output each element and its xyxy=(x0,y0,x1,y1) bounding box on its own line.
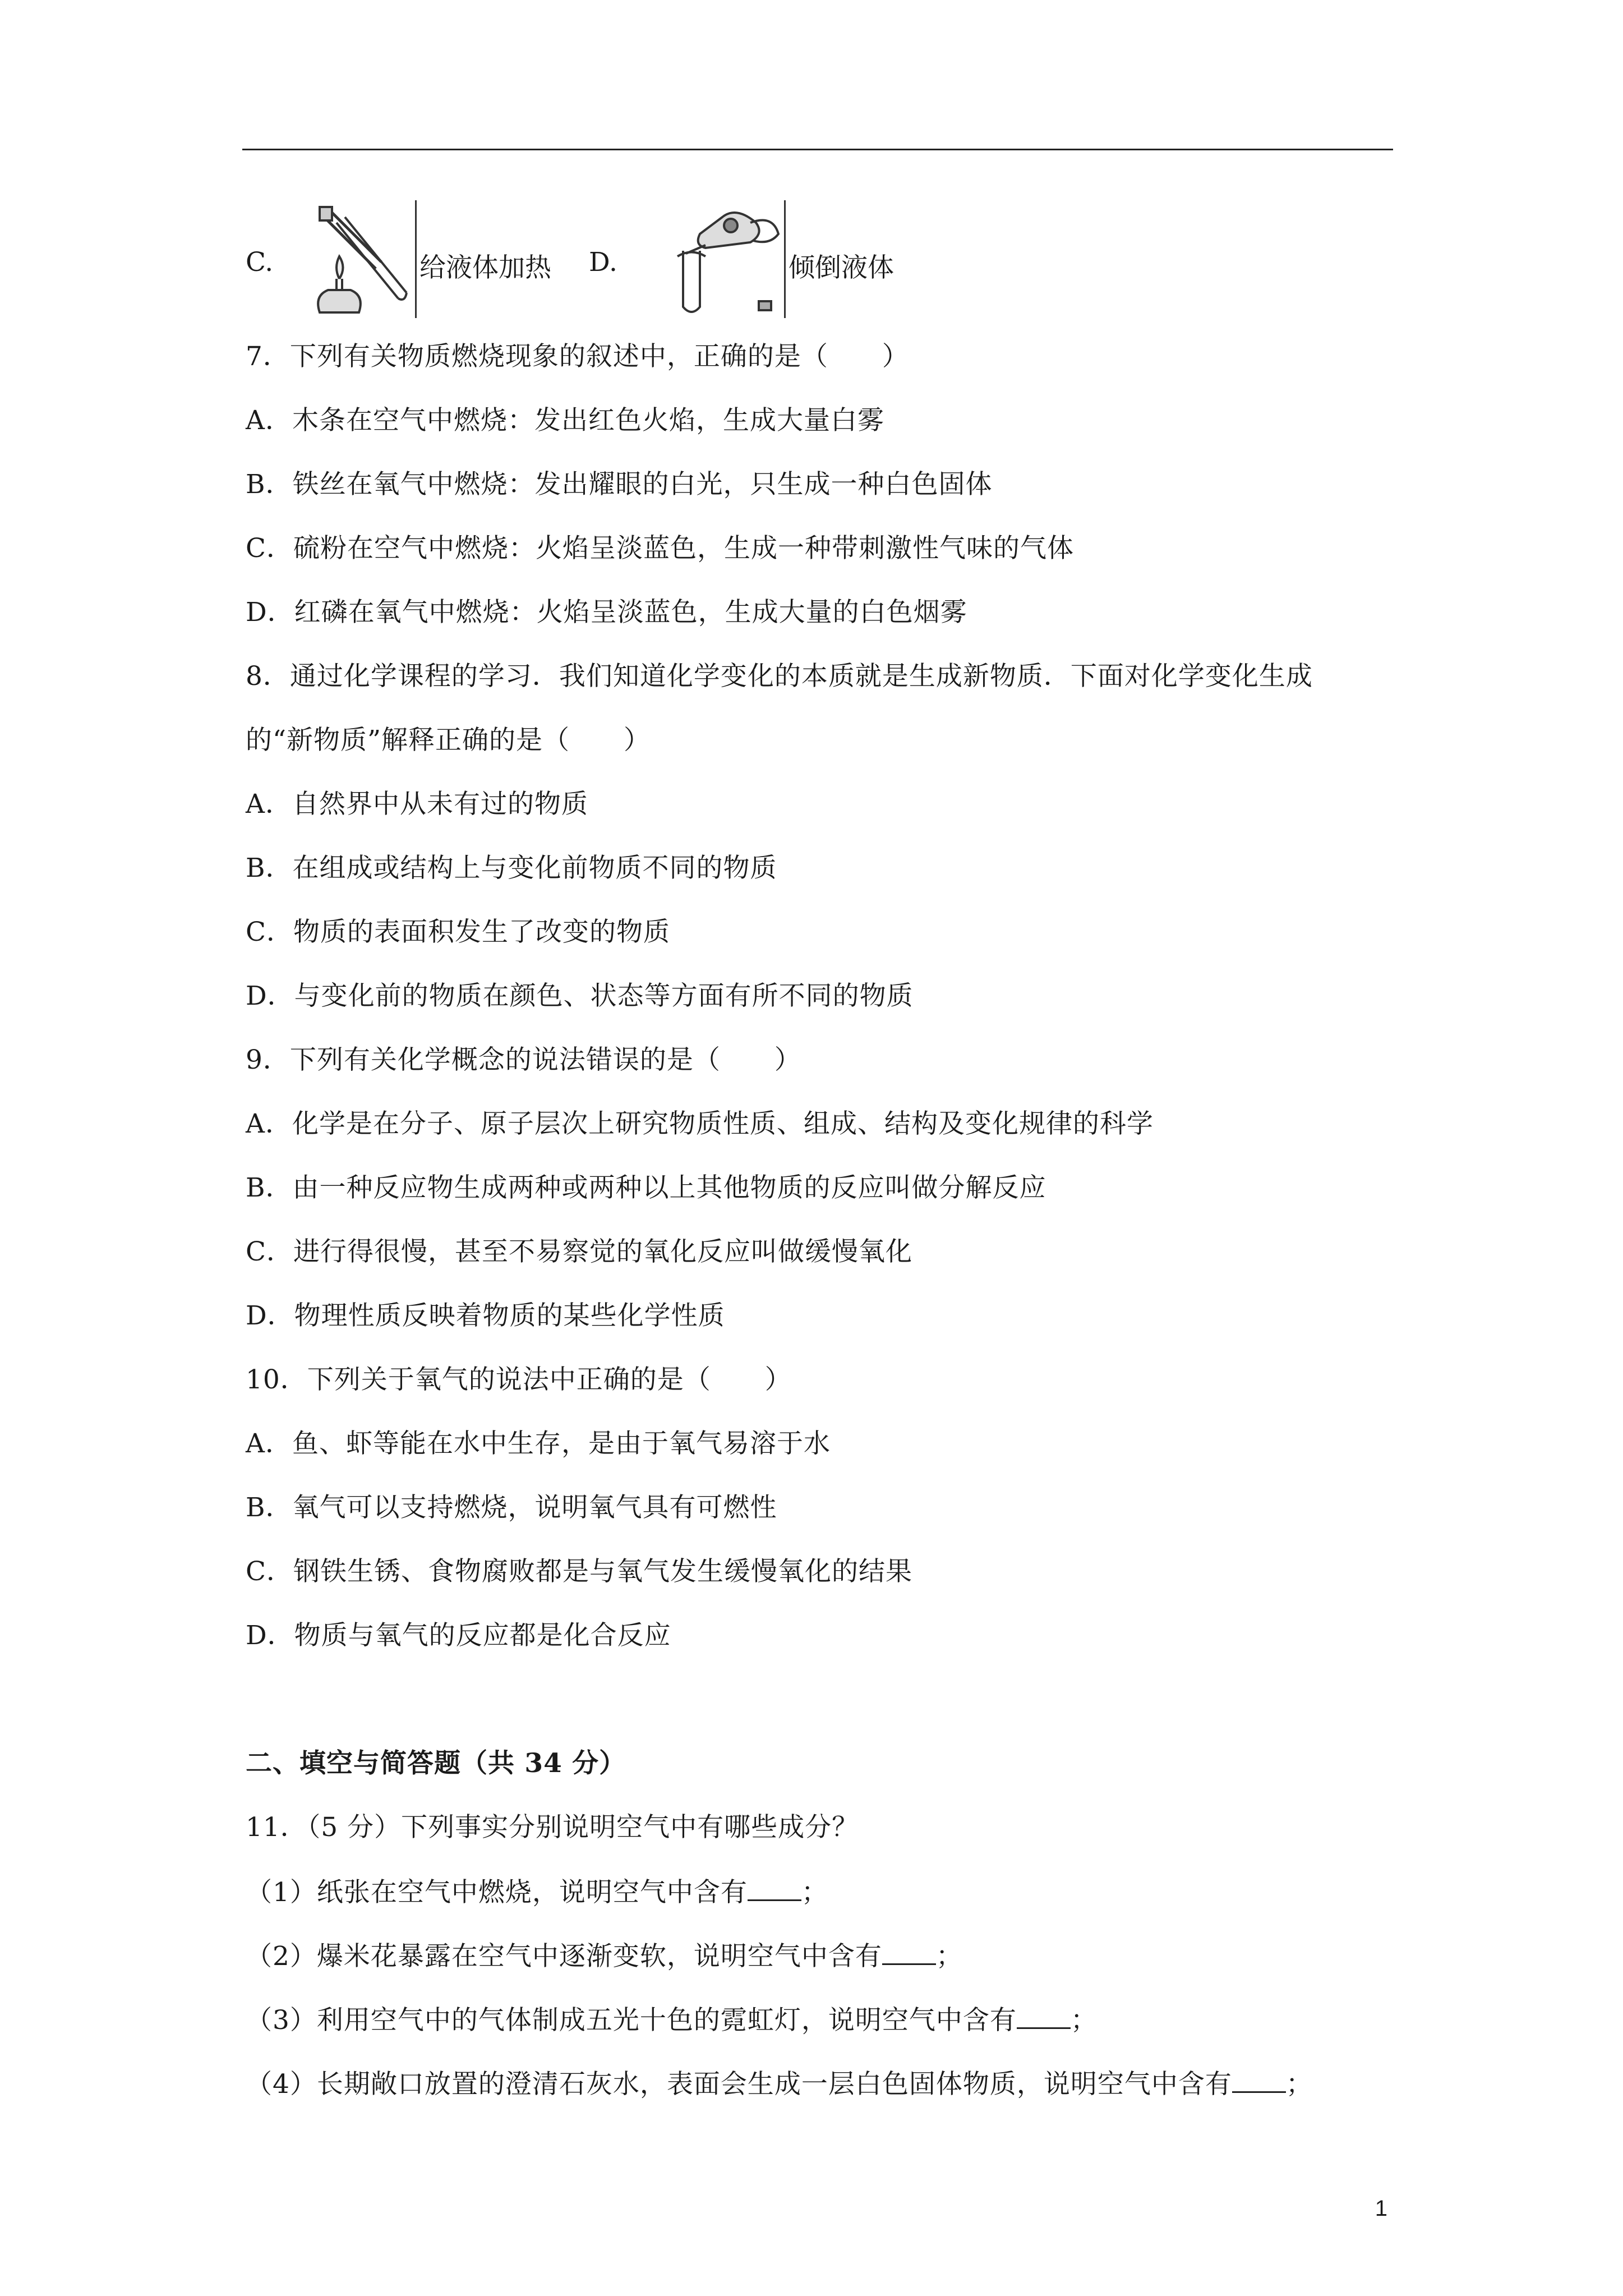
q9-option-d: D．物理性质反映着物质的某些化学性质 xyxy=(246,1300,725,1331)
q11-item-3-text: （3）利用空气中的气体制成五光十色的霓虹灯，说明空气中含有 xyxy=(246,2005,1017,2036)
heating-liquid-figure xyxy=(297,200,417,318)
q7-option-b: B．铁丝在氧气中燃烧：发出耀眼的白光，只生成一种白色固体 xyxy=(246,469,993,500)
header-rule xyxy=(242,149,1393,150)
option-d-label: D. xyxy=(589,247,617,278)
answer-blank[interactable] xyxy=(748,1875,801,1901)
q8-option-a: A．自然界中从未有过的物质 xyxy=(246,789,588,820)
q10-stem: 10．下列关于氧气的说法中正确的是（ ） xyxy=(246,1364,792,1395)
answer-blank[interactable] xyxy=(882,1939,936,1965)
section2-heading: 二、填空与简答题（共 34 分） xyxy=(246,1748,626,1779)
q11-item-4 xyxy=(246,2067,1313,2101)
q7-option-c: C．硫粉在空气中燃烧：火焰呈淡蓝色，生成一种带刺激性气味的气体 xyxy=(246,533,1074,564)
option-d-text: 倾倒液体 xyxy=(789,252,894,283)
q7-option-d: D．红磷在氧气中燃烧：火焰呈淡蓝色，生成大量的白色烟雾 xyxy=(246,597,967,628)
q9-option-b: B．由一种反应物生成两种或两种以上其他物质的反应叫做分解反应 xyxy=(246,1172,1046,1203)
q8-option-c: C．物质的表面积发生了改变的物质 xyxy=(246,917,670,947)
q7-option-a: A．木条在空气中燃烧：发出红色火焰，生成大量白雾 xyxy=(246,405,884,436)
q8-option-b: B．在组成或结构上与变化前物质不同的物质 xyxy=(246,853,777,884)
answer-blank[interactable] xyxy=(1017,2003,1071,2029)
option-c-label: C. xyxy=(246,247,274,278)
q11-item-3-end: ； xyxy=(1070,2005,1098,2036)
q8-option-d: D．与变化前的物质在颜色、状态等方面有所不同的物质 xyxy=(246,981,914,1011)
q7-stem: 7．下列有关物质燃烧现象的叙述中，正确的是（ ） xyxy=(246,341,909,372)
q10-option-a: A．鱼、虾等能在水中生存，是由于氧气易溶于水 xyxy=(246,1428,831,1459)
option-c-text: 给液体加热 xyxy=(419,252,551,283)
q11-stem: 11．（5 分）下列事实分别说明空气中有哪些成分？ xyxy=(246,1812,859,1843)
figure-options-row xyxy=(246,199,975,323)
page-number: 1 xyxy=(1375,2196,1387,2221)
q11-item-1 xyxy=(246,1875,828,1910)
q9-stem: 9．下列有关化学概念的说法错误的是（ ） xyxy=(246,1045,801,1075)
q8-stem-line2: 的“新物质”解释正确的是（ ） xyxy=(246,725,651,756)
answer-blank[interactable] xyxy=(1232,2067,1286,2093)
q10-option-d: D．物质与氧气的反应都是化合反应 xyxy=(246,1620,671,1651)
q11-item-1-text: （1）纸张在空气中燃烧，说明空气中含有 xyxy=(246,1877,748,1908)
q9-option-a: A．化学是在分子、原子层次上研究物质性质、组成、结构及变化规律的科学 xyxy=(246,1108,1154,1139)
q11-item-3 xyxy=(246,2003,1098,2037)
q10-option-c: C．钢铁生锈、食物腐败都是与氧气发生缓慢氧化的结果 xyxy=(246,1556,912,1587)
q8-stem-line1: 8．通过化学课程的学习．我们知道化学变化的本质就是生成新物质．下面对化学变化生成 xyxy=(246,661,1313,692)
q11-item-4-text: （4）长期敞口放置的澄清石灰水，表面会生成一层白色固体物质，说明空气中含有 xyxy=(246,2069,1232,2100)
q11-item-4-end: ； xyxy=(1285,2069,1313,2100)
q11-item-2-end: ； xyxy=(935,1941,963,1972)
q10-option-b: B．氧气可以支持燃烧，说明氧气具有可燃性 xyxy=(246,1492,777,1523)
q11-item-1-end: ； xyxy=(801,1877,828,1908)
q9-option-c: C．进行得很慢，甚至不易察觉的氧化反应叫做缓慢氧化 xyxy=(246,1236,912,1267)
pouring-liquid-figure xyxy=(638,200,786,318)
q11-item-2 xyxy=(246,1939,963,1973)
q11-item-2-text: （2）爆米花暴露在空气中逐渐变软，说明空气中含有 xyxy=(246,1941,882,1972)
